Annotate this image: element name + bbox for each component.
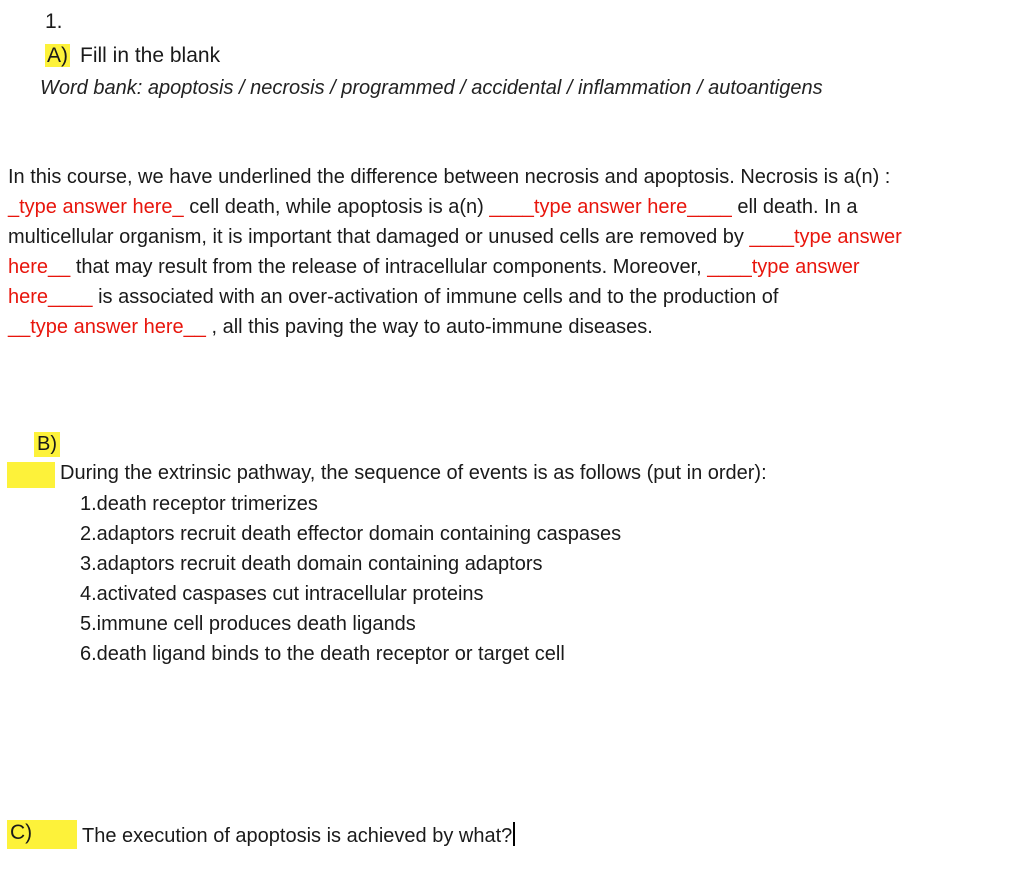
paragraph-text: multicellular organism, it is important that damaged or unused cells are removed by bbox=[8, 226, 750, 248]
section-b-label: B) bbox=[34, 432, 60, 457]
answer-blank-1[interactable]: _type answer here_ bbox=[8, 196, 184, 218]
section-a-header bbox=[45, 44, 220, 68]
word-bank: Word bank: apoptosis / necrosis / programmed / accidental / inflammation / autoantigens bbox=[40, 77, 823, 99]
answer-blank-4[interactable]: ____type answer bbox=[707, 256, 860, 278]
answer-blank-3-cont[interactable]: here__ bbox=[8, 256, 71, 278]
section-c-question[interactable] bbox=[82, 822, 515, 848]
ordering-item[interactable]: 6.death ligand binds to the death receptor or target cell bbox=[80, 643, 565, 665]
question-number: 1. bbox=[45, 10, 63, 33]
section-c-question-text: The execution of apoptosis is achieved by what? bbox=[82, 825, 513, 847]
answer-blank-3[interactable]: ____type answer bbox=[749, 226, 902, 248]
ordering-item[interactable]: 4.activated caspases cut intracellular proteins bbox=[80, 583, 484, 605]
answer-blank-4-cont[interactable]: here____ bbox=[8, 286, 93, 308]
paragraph-text: cell death, while apoptosis is a(n) bbox=[183, 196, 490, 218]
ordering-item[interactable]: 1.death receptor trimerizes bbox=[80, 493, 318, 515]
ordering-item[interactable]: 3.adaptors recruit death domain containing adaptors bbox=[80, 553, 543, 575]
ordering-item[interactable]: 5.immune cell produces death ligands bbox=[80, 613, 416, 635]
paragraph-line bbox=[8, 252, 860, 282]
section-c-label-text: C) bbox=[10, 821, 33, 844]
answer-blank-2[interactable]: ____type answer here____ bbox=[489, 196, 732, 218]
paragraph-line bbox=[8, 222, 902, 252]
ordering-item[interactable]: 2.adaptors recruit death effector domain containing caspases bbox=[80, 523, 622, 545]
section-b-instruction: During the extrinsic pathway, the sequence of events is as follows (put in order): bbox=[60, 462, 767, 484]
section-c-label bbox=[7, 820, 77, 849]
paragraph-line bbox=[8, 282, 778, 312]
paragraph-text: that may result from the release of intracellular components. Moreover, bbox=[70, 256, 708, 278]
paragraph-text: ell death. In a bbox=[731, 196, 858, 218]
paragraph-line bbox=[8, 192, 857, 222]
section-a-title: Fill in the blank bbox=[80, 44, 221, 67]
paragraph-line bbox=[8, 312, 653, 342]
paragraph-line bbox=[8, 162, 890, 192]
answer-blank-5[interactable]: __type answer here__ bbox=[8, 316, 206, 338]
text-cursor bbox=[513, 822, 515, 846]
section-a-label: A) bbox=[47, 44, 68, 67]
paragraph-text: In this course, we have underlined the difference between necrosis and apoptosis. Necrosis is a(n) : bbox=[8, 166, 891, 188]
paragraph-text: is associated with an over-activation of immune cells and to the production of bbox=[92, 286, 779, 308]
section-b-highlight-bar bbox=[7, 462, 55, 488]
paragraph-text: , all this paving the way to auto-immune diseases. bbox=[205, 316, 653, 338]
